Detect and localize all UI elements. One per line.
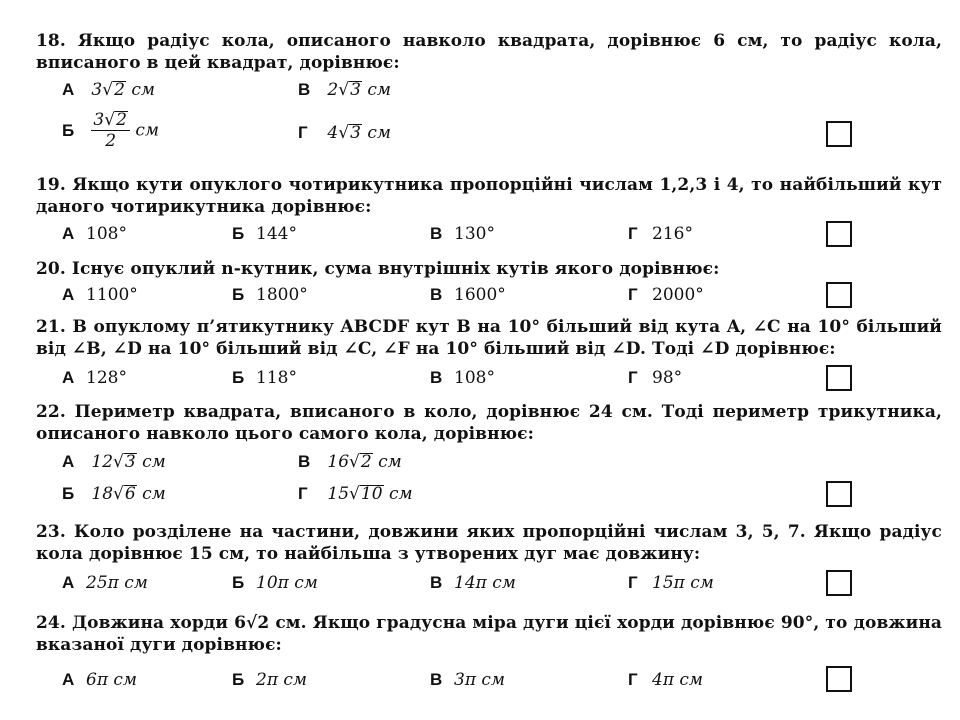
q24-option-a: А 6π см bbox=[62, 670, 138, 690]
q24-option-v: В 3π см bbox=[430, 670, 506, 690]
q18-option-b: Б $\frac{3√2}{2}$ см bbox=[62, 110, 159, 151]
q21-option-b: Б 118° bbox=[232, 368, 297, 388]
q20-option-b: Б 1800° bbox=[232, 285, 308, 305]
q24-option-b: Б 2π см bbox=[232, 670, 308, 690]
q20-answer-checkbox[interactable] bbox=[826, 282, 852, 308]
question-22-text: 22. Периметр квадрата, вписаного в коло, дорівнює 24 см. Тоді периметр трикутника, описаного навколо цього самого кола, дорівнює: bbox=[36, 402, 942, 444]
q18-answer-checkbox[interactable] bbox=[826, 121, 852, 147]
q19-option-b: Б 144° bbox=[232, 224, 297, 244]
question-24-text: 24. Довжина хорди 6√2 см. Якщо градусна міра дуги цієї хорди дорівнює 90°, то довжина вказаної дуги дорівнює: bbox=[36, 613, 942, 655]
q23-answer-checkbox[interactable] bbox=[826, 570, 852, 596]
q21-option-v: В 108° bbox=[430, 368, 495, 388]
q20-option-a: А 1100° bbox=[62, 285, 138, 305]
q21-answer-checkbox[interactable] bbox=[826, 365, 852, 391]
question-20-text: 20. Існує опуклий n-кутник, сума внутрішніх кутів якого дорівнює: bbox=[36, 259, 720, 279]
question-19-text: 19. Якщо кути опуклого чотирикутника пропорційні числам 1,2,3 і 4, то найбільший кут даного чотирикутника дорівнює: bbox=[36, 175, 942, 217]
q22-option-g: Г 15√10 см bbox=[298, 484, 413, 504]
q19-option-v: В 130° bbox=[430, 224, 495, 244]
question-23-text: 23. Коло розділене на частини, довжини яких пропорційні числам 3, 5, 7. Якщо радіус кола дорівнює 15 см, то найбільша з утворених дуг має довжину: bbox=[36, 522, 942, 564]
q19-option-g: Г 216° bbox=[628, 224, 693, 244]
q23-option-a: А 25π см bbox=[62, 573, 148, 593]
q22-option-b: Б 18√6 см bbox=[62, 484, 166, 504]
q22-option-a: А 12√3 см bbox=[62, 452, 166, 472]
fraction: $\frac{3√2}{2}$ bbox=[91, 110, 130, 151]
q23-option-b: Б 10π см bbox=[232, 573, 318, 593]
q21-option-g: Г 98° bbox=[628, 368, 683, 388]
q18-option-v: В 2√3 см bbox=[298, 80, 391, 100]
q21-option-a: А 128° bbox=[62, 368, 127, 388]
q19-option-a: А 108° bbox=[62, 224, 127, 244]
question-18-text: 18. Якщо радіус кола, описаного навколо квадрата, дорівнює 6 см, то радіус кола, вписаного в цей квадрат, дорівнює: bbox=[36, 31, 942, 73]
q20-option-v: В 1600° bbox=[430, 285, 506, 305]
q22-option-v: В 16√2 см bbox=[298, 452, 402, 472]
q24-option-g: Г 4π см bbox=[628, 670, 704, 690]
q19-answer-checkbox[interactable] bbox=[826, 221, 852, 247]
question-21-text: 21. В опуклому п’ятикутнику ABCDF кут B на 10° більший від кута A, ∠C на 10° більший від ∠B, ∠D на 10° більший від ∠C, ∠F на 10° більший від ∠D. Тоді ∠D дорівнює: bbox=[36, 317, 942, 359]
q20-option-g: Г 2000° bbox=[628, 285, 704, 305]
q22-answer-checkbox[interactable] bbox=[826, 481, 852, 507]
q24-answer-checkbox[interactable] bbox=[826, 666, 852, 692]
q23-option-v: В 14π см bbox=[430, 573, 516, 593]
q18-option-a: А 3√2 см bbox=[62, 80, 155, 100]
q23-option-g: Г 15π см bbox=[628, 573, 714, 593]
q18-option-g: Г 4√3 см bbox=[298, 123, 391, 143]
